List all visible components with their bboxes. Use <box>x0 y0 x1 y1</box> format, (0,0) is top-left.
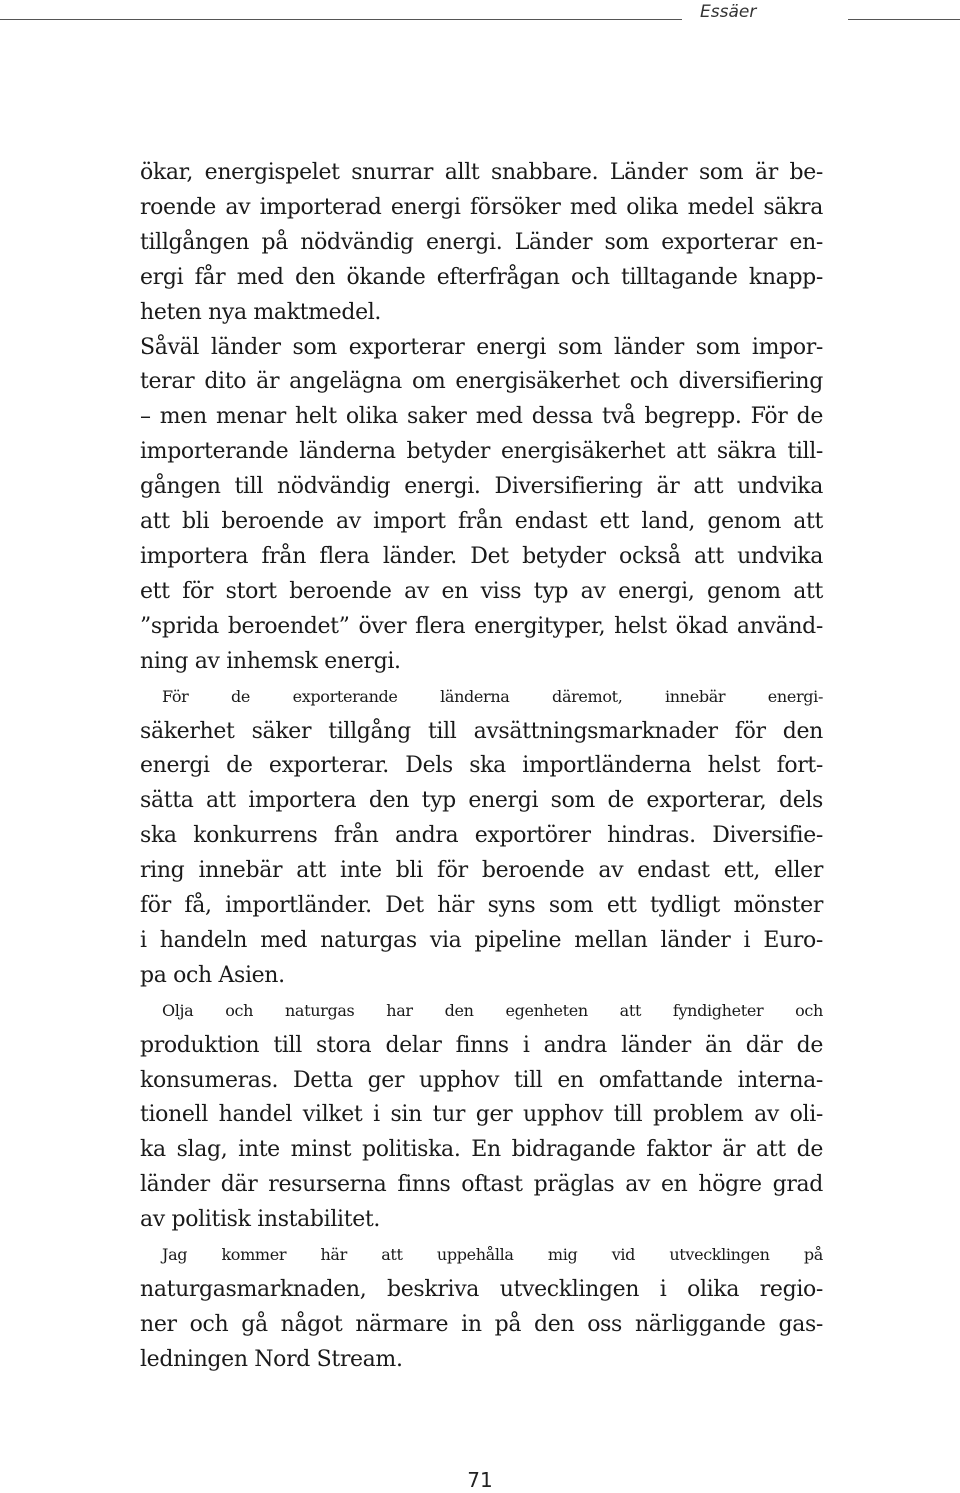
text-line: ska konkurrens från andra exportörer hindras. Diversifie- <box>140 823 823 849</box>
text-line: av politisk instabilitet. <box>140 1207 381 1233</box>
text-line: energi de exporterar. Dels ska importländerna helst fort- <box>140 753 823 779</box>
text-line: ökar, energispelet snurrar allt snabbare. Länder som är be- <box>140 160 823 185</box>
text-line: länder där resurserna finns oftast präglas av en högre grad <box>140 1172 823 1198</box>
paragraph <box>140 331 823 680</box>
text-line: Olja och naturgas har den egenheten att fyndigheter och <box>162 1000 823 1020</box>
text-line: ring innebär att inte bli för beroende av endast ett, eller <box>140 858 823 884</box>
text-line: importerande länderna betyder energisäkerhet att säkra till- <box>140 439 823 465</box>
text-line: gången till nödvändig energi. Diversifiering är att undvika <box>140 474 823 500</box>
essay-body <box>140 156 823 1378</box>
text-line: produktion till stora delar finns i andra länder än där de <box>140 1032 823 1058</box>
text-line: sätta att importera den typ energi som de exporterar, dels <box>140 788 823 814</box>
text-line: tionell handel vilket i sin tur ger upphov till problem av oli- <box>140 1102 823 1128</box>
text-line: i handeln med naturgas via pipeline mellan länder i Euro- <box>140 927 823 953</box>
text-line: pa och Asien. <box>140 962 285 988</box>
text-line: ergi får med den ökande efterfrågan och tilltagande knapp- <box>140 264 823 290</box>
text-line: ledningen Nord Stream. <box>140 1346 403 1372</box>
text-line: tillgången på nödvändig energi. Länder som exporterar en- <box>140 229 823 255</box>
text-line: ka slag, inte minst politiska. En bidragande faktor är att de <box>140 1137 823 1163</box>
text-line: heten nya maktmedel. <box>140 299 382 325</box>
text-line: Jag kommer här att uppehålla mig vid utvecklingen på <box>162 1245 823 1265</box>
paragraph <box>140 156 823 331</box>
page-number: 71 <box>467 1468 493 1492</box>
text-line: naturgasmarknaden, beskriva utvecklingen i olika regio- <box>140 1277 823 1302</box>
text-line: ning av inhemsk energi. <box>140 648 401 674</box>
text-line: För de exporterande länderna däremot, innebär energi- <box>162 686 823 706</box>
text-line: roende av importerad energi försöker med olika medel säkra <box>140 194 823 220</box>
text-line: – men menar helt olika saker med dessa två begrepp. För de <box>140 404 823 430</box>
paragraph <box>140 1238 823 1378</box>
text-line: säkerhet säker tillgång till avsättningsmarknader för den <box>140 718 823 744</box>
text-line: ner och gå något närmare in på den oss närliggande gas- <box>140 1311 823 1337</box>
text-line: terar dito är angelägna om energisäkerhet och diversifiering <box>140 369 823 395</box>
text-line: konsumeras. Detta ger upphov till en omfattande interna- <box>140 1067 823 1093</box>
text-line: att bli beroende av import från endast ett land, genom att <box>140 509 823 535</box>
text-line: för få, importländer. Det här syns som ett tydligt mönster <box>140 893 823 919</box>
paragraph <box>140 994 823 1238</box>
header-rule-left <box>0 19 682 20</box>
running-header: Essäer <box>700 2 757 22</box>
text-line: Såväl länder som exporterar energi som länder som impor- <box>140 334 823 360</box>
header-rule-right <box>848 19 960 20</box>
text-line: ”sprida beroendet” över flera energityper, helst ökad använd- <box>140 613 823 639</box>
text-line: importera från flera länder. Det betyder också att undvika <box>140 543 823 569</box>
paragraph <box>140 680 823 994</box>
text-line: ett för stort beroende av en viss typ av energi, genom att <box>140 578 823 604</box>
